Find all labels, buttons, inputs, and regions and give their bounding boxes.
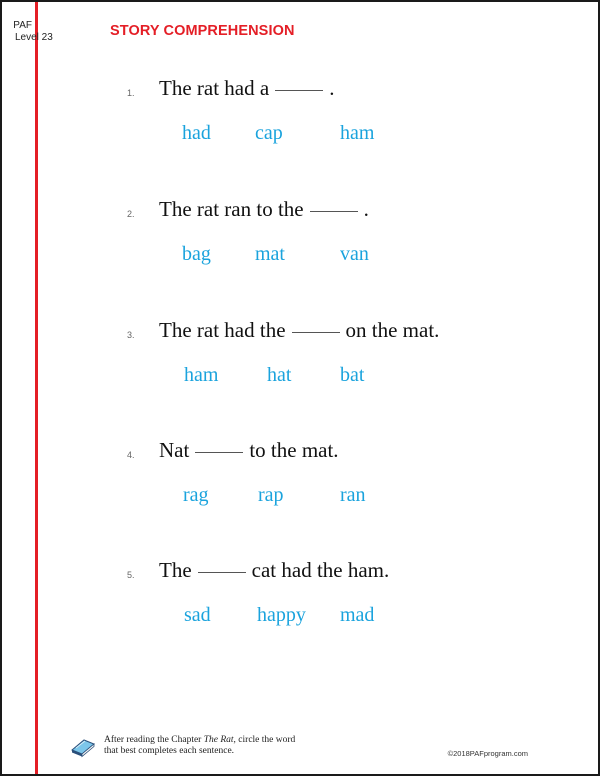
question-sentence	[159, 76, 334, 101]
sentence-start: The rat had the	[159, 318, 286, 342]
answer-blank	[275, 90, 323, 91]
level-label: Level 23	[15, 32, 53, 43]
choice-word[interactable]: ham	[340, 122, 375, 144]
choice-word[interactable]: cap	[255, 122, 283, 144]
choice-word[interactable]: rag	[183, 484, 209, 506]
instruction-end: that best completes each sentence.	[104, 746, 235, 756]
choice-word[interactable]: bag	[182, 243, 211, 265]
sentence-start: The	[159, 558, 192, 582]
choice-word[interactable]: ham	[184, 364, 219, 386]
sentence-end: .	[363, 197, 369, 221]
choice-word[interactable]: happy	[257, 604, 306, 626]
choice-word[interactable]: rap	[258, 484, 284, 506]
choice-word[interactable]: mad	[340, 604, 375, 626]
choice-word[interactable]: bat	[340, 364, 365, 386]
answer-blank	[198, 572, 246, 573]
sentence-end: .	[329, 76, 335, 100]
choice-word[interactable]: sad	[184, 604, 211, 626]
question-number: 2.	[127, 209, 135, 219]
copyright: ©2018PAFprogram.com	[447, 749, 528, 758]
sentence-end: on the mat.	[345, 318, 440, 342]
chapter-title: The Rat,	[203, 735, 236, 745]
question-sentence	[159, 438, 339, 463]
choice-word[interactable]: hat	[267, 364, 292, 386]
choice-word[interactable]: van	[340, 243, 369, 265]
margin-line	[35, 2, 38, 774]
question-number: 3.	[127, 330, 135, 340]
instruction-mid: circle the word	[238, 735, 296, 745]
answer-blank	[292, 332, 340, 333]
level-block	[2, 20, 53, 44]
answer-blank	[310, 211, 358, 212]
book-icon	[70, 734, 96, 758]
choice-word[interactable]: had	[182, 122, 211, 144]
sentence-start: The rat had a	[159, 76, 270, 100]
question-number: 4.	[127, 450, 135, 460]
instruction-start: After reading the Chapter	[104, 735, 202, 745]
sentence-start: The rat ran to the	[159, 197, 304, 221]
choice-word[interactable]: mat	[255, 243, 285, 265]
question-number: 5.	[127, 570, 135, 580]
footer-instructions	[104, 735, 295, 757]
choice-word[interactable]: ran	[340, 484, 366, 506]
brand-label: PAF	[13, 20, 32, 31]
sentence-end: to the mat.	[249, 438, 339, 462]
question-sentence	[159, 558, 389, 583]
answer-blank	[195, 452, 243, 453]
page-title: STORY COMPREHENSION	[110, 23, 295, 39]
sentence-end: cat had the ham.	[251, 558, 390, 582]
sentence-start: Nat	[159, 438, 190, 462]
question-sentence	[159, 318, 439, 343]
question-sentence	[159, 197, 369, 222]
question-number: 1.	[127, 88, 135, 98]
